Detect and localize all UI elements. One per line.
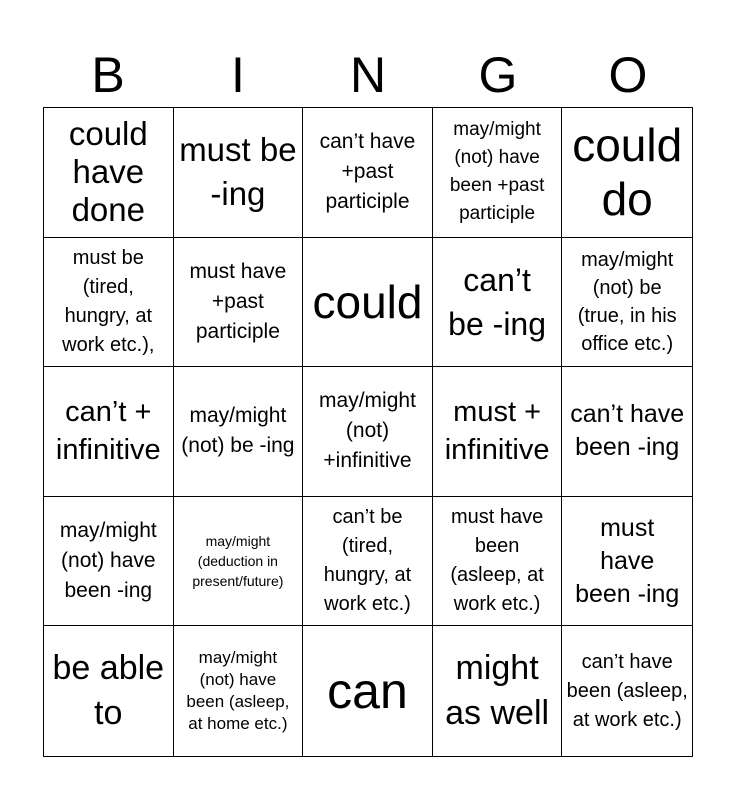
cell-text: might as well (445, 649, 550, 733)
cell-text: can’t have been (asleep, at work etc.) (566, 650, 688, 731)
bingo-cell-r2c5[interactable] (562, 238, 692, 368)
bingo-cell-r4c5[interactable] (562, 497, 692, 627)
bingo-cell-r1c1[interactable] (44, 108, 174, 238)
cell-text: may/might (not) have been (asleep, at home etc.) (186, 648, 290, 734)
bingo-cell-r2c1[interactable] (44, 238, 174, 368)
cell-text: may/might (deduction in present/future) (192, 533, 284, 590)
header-letter-o: O (608, 47, 648, 103)
cell-text: must be -ing (179, 131, 297, 213)
cell-text: could do (572, 119, 683, 226)
bingo-cell-r4c3[interactable] (303, 497, 433, 627)
cell-text: must have +past participle (189, 259, 287, 343)
bingo-cell-r1c2[interactable] (174, 108, 304, 238)
header-letter-i: I (231, 47, 245, 103)
bingo-cell-r2c4[interactable] (433, 238, 563, 368)
bingo-cell-r3c5[interactable] (562, 367, 692, 497)
cell-text: can’t + infinitive (55, 396, 161, 467)
header-letter-g: G (478, 47, 518, 103)
bingo-cell-r3c4[interactable] (433, 367, 563, 497)
bingo-cell-r4c2[interactable] (174, 497, 304, 627)
cell-text: must have been (asleep, at work etc.) (450, 506, 544, 616)
bingo-cell-r5c5[interactable] (562, 626, 692, 756)
header-letter-b: B (91, 47, 125, 103)
header-letter-n: N (349, 47, 387, 103)
cell-text: may/might (not) be -ing (181, 404, 295, 458)
bingo-cell-r1c4[interactable] (433, 108, 563, 238)
cell-text: can (327, 663, 408, 720)
cell-text: could have done (68, 115, 148, 229)
bingo-cell-r1c5[interactable] (562, 108, 692, 238)
bingo-header (43, 44, 693, 106)
bingo-cell-r2c2[interactable] (174, 238, 304, 368)
bingo-cell-r5c2[interactable] (174, 626, 304, 756)
bingo-cell-r1c3[interactable] (303, 108, 433, 238)
cell-text: must be (tired, hungry, at work etc.), (62, 246, 155, 356)
cell-text: must + infinitive (444, 396, 550, 467)
bingo-cell-r3c3[interactable] (303, 367, 433, 497)
bingo-cell-r4c1[interactable] (44, 497, 174, 627)
cell-text: be able to (52, 649, 165, 733)
bingo-card-grid (43, 107, 693, 757)
bingo-cell-r3c1[interactable] (44, 367, 174, 497)
cell-text: may/might (not) have been +past participle (449, 119, 545, 225)
cell-text: could (312, 275, 423, 328)
cell-text: must have been -ing (575, 513, 680, 608)
bingo-cell-r3c2[interactable] (174, 367, 304, 497)
cell-text: can’t have +past participle (319, 130, 416, 214)
cell-text: may/might (not) be (true, in his office etc.) (577, 248, 677, 355)
bingo-cell-r5c3[interactable] (303, 626, 433, 756)
bingo-cell-r5c4[interactable] (433, 626, 563, 756)
cell-text: can’t be -ing (448, 261, 547, 342)
cell-text: can’t have been -ing (570, 400, 685, 462)
cell-text: may/might (not) +infinitive (319, 389, 416, 473)
cell-text: can’t be (tired, hungry, at work etc.) (323, 506, 412, 616)
cell-text: may/might (not) have been -ing (59, 519, 157, 603)
bingo-cell-r4c4[interactable] (433, 497, 563, 627)
bingo-cell-r2c3[interactable] (303, 238, 433, 368)
bingo-cell-r5c1[interactable] (44, 626, 174, 756)
